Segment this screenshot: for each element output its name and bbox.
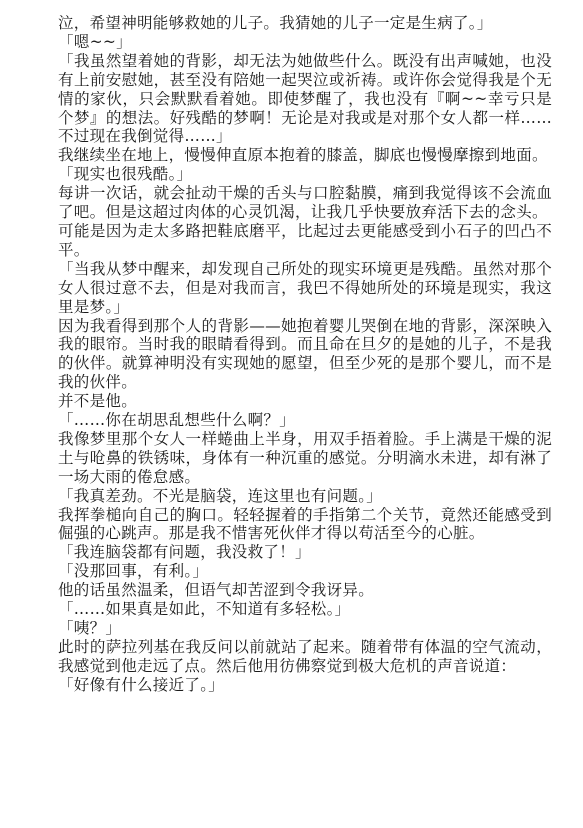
paragraph-1: 泣，希望神明能够救她的儿子。我猜她的儿子一定是生病了。」 [58, 14, 493, 32]
paragraph-21: 「好像有什么接近了。」 [58, 675, 225, 694]
paragraph-8: 「当我从梦中醒来，却发现自己所处的现实环境更是残酷。虽然对那个女人很过意不去，但是对我而言，我巴不得她所处的环境是现实，我这里是梦。」 [58, 259, 552, 316]
paragraph-17: 他的话虽然温柔，但语气却苦涩到令我讶异。 [58, 581, 375, 600]
paragraph-19: 「咦？」 [58, 619, 122, 637]
novel-page [58, 14, 552, 695]
paragraph-5: 「现实也很残酷。」 [58, 165, 193, 184]
paragraph-9: 因为我看得到那个人的背影——她抱着婴儿哭倒在地的背影，深深映入我的眼帘。当时我的眼睛看得到。而且命在旦夕的是她的儿子，不是我的伙伴。就算神明没有实现她的愿望，但至少死的是那个婴儿，而不是我的伙伴。 [58, 316, 552, 392]
paragraph-7: 可能是因为走太多路把鞋底磨平，比起过去更能感受到小石子的凹凸不平。 [58, 221, 552, 259]
paragraph-20: 此时的萨拉列基在我反问以前就站了起来。随着带有体温的空气流动，我感觉到他走远了点。然后他用彷佛察觉到极大危机的声音说道： [58, 637, 552, 675]
paragraph-13: 「我真差劲。不光是脑袋，连这里也有问题。」 [58, 486, 383, 505]
paragraph-14: 我挥拳槌向自己的胸口。轻轻握着的手指第二个关节，竟然还能感受到倔强的心跳声。那是我不惜害死伙伴才得以苟活至今的心脏。 [58, 505, 552, 543]
paragraph-15: 「我连脑袋都有问题，我没救了！」 [58, 543, 311, 562]
paragraph-3: 「我虽然望着她的背影，却无法为她做些什么。既没有出声喊她，也没有上前安慰她，甚至没有陪她一起哭泣或祈祷。或许你会觉得我是个无情的家伙，只会默默看着她。即使梦醒了，我也没有『啊~~幸亏只是个梦』的想法。好残酷的梦啊！无论是对我或是对那个女人都一样……不过现在我倒觉得……」 [58, 51, 552, 146]
paragraph-12: 我像梦里那个女人一样蜷曲上半身，用双手捂着脸。手上满是干燥的泥土与呛鼻的铁锈味，身体有一种沉重的感觉。分明滴水未进，却有淋了一场大雨的倦怠感。 [58, 429, 552, 486]
paragraph-10: 并不是他。 [58, 392, 138, 411]
paragraph-18: 「……如果真是如此，不知道有多轻松。」 [58, 600, 351, 619]
paragraph-16: 「没那回事，有利。」 [58, 562, 209, 581]
paragraph-2: 「嗯~~」 [58, 32, 132, 51]
paragraph-6: 每讲一次话，就会扯动干燥的舌头与口腔黏膜，痛到我觉得该不会流血了吧。但是这超过肉体的心灵饥渴，让我几乎快要放弃活下去的念头。 [58, 184, 552, 222]
paragraph-4: 我继续坐在地上，慢慢伸直原本抱着的膝盖，脚底也慢慢摩擦到地面。 [58, 146, 548, 165]
paragraph-11: 「……你在胡思乱想些什么啊？」 [58, 411, 296, 430]
